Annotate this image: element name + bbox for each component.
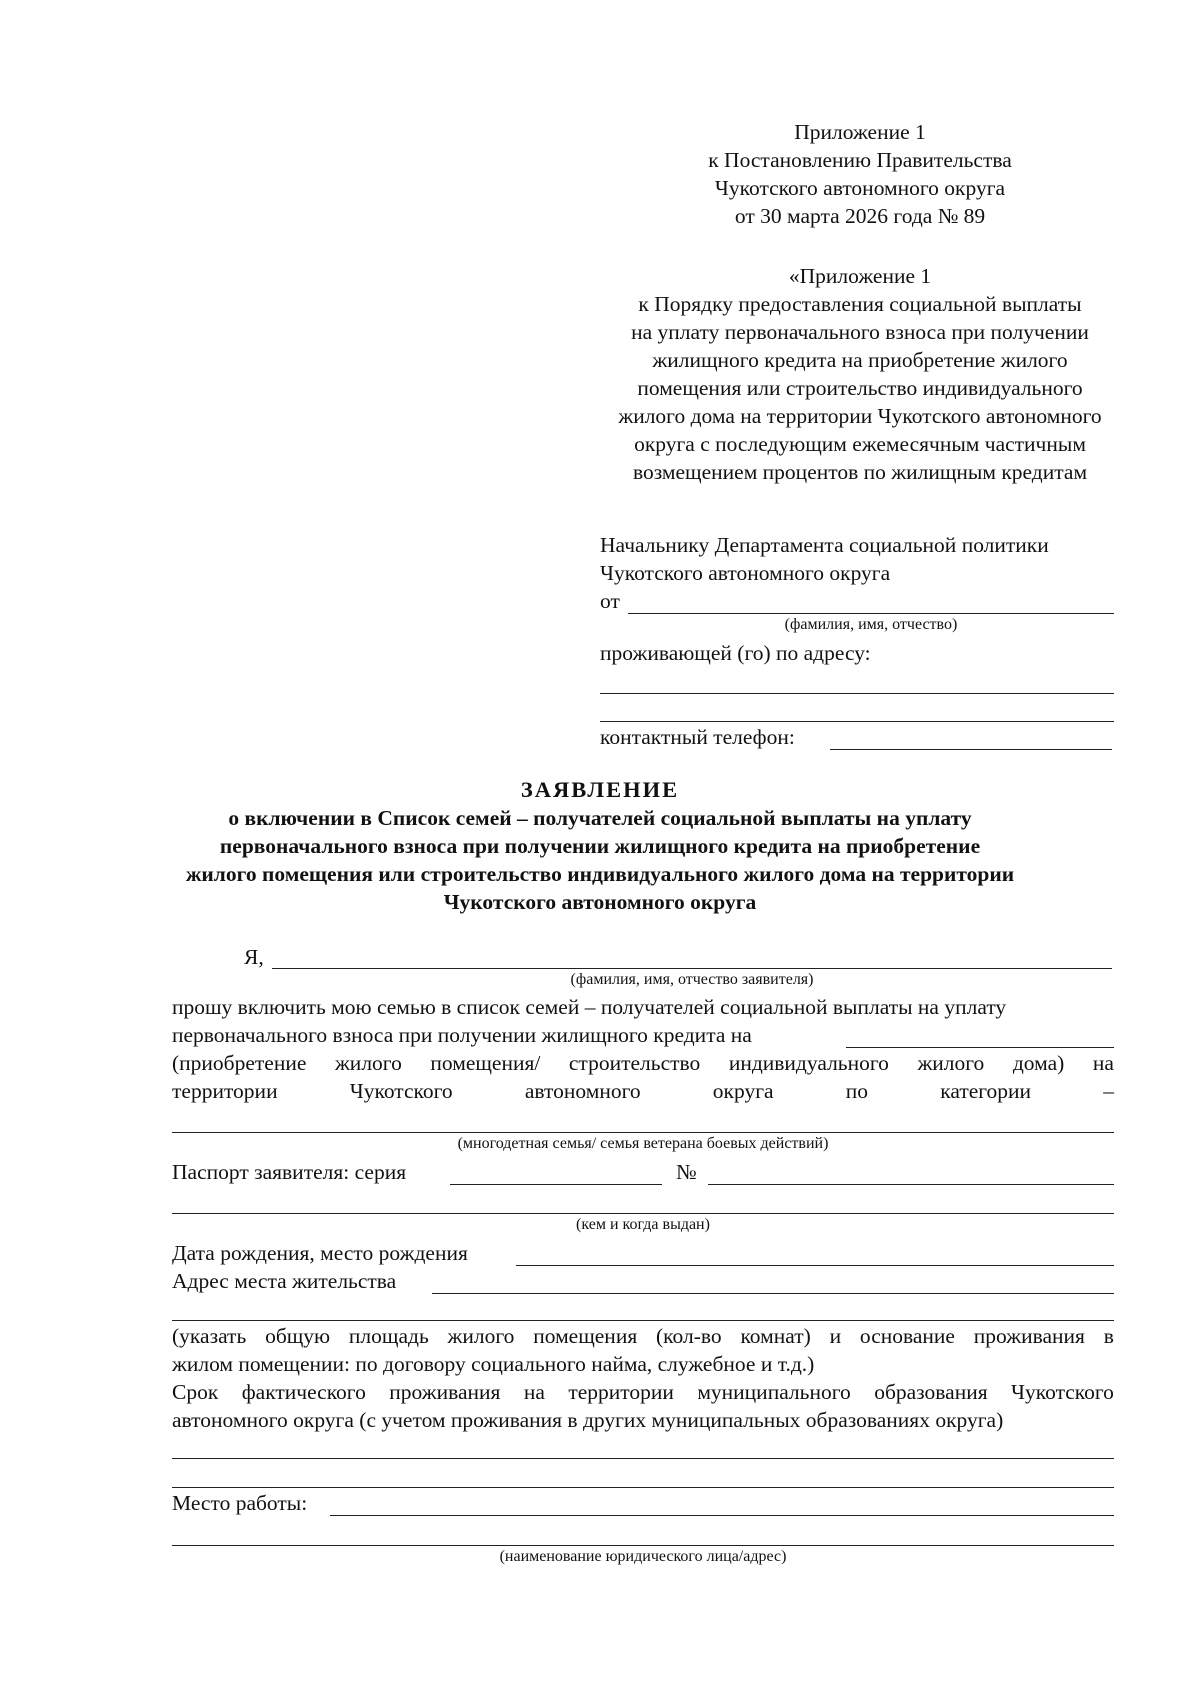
order-line: «Приложение 1 xyxy=(788,264,932,288)
term-line xyxy=(172,1378,1114,1406)
word: (указать xyxy=(172,1324,247,1348)
from-label: от xyxy=(600,589,620,613)
residence-address-field-2[interactable] xyxy=(600,721,1114,722)
word: категории xyxy=(940,1079,1032,1103)
subtitle-line: Чукотского автономного округа xyxy=(443,890,757,914)
word: муниципального xyxy=(697,1380,851,1404)
word: Чукотского xyxy=(349,1079,453,1103)
from-name-field[interactable] xyxy=(628,613,1114,614)
word: помещения xyxy=(533,1324,638,1348)
phone-label: контактный телефон: xyxy=(600,725,795,749)
word: помещения/ xyxy=(430,1051,541,1075)
passport-issued-field[interactable] xyxy=(172,1213,1114,1214)
order-line: помещения или строительство индивидуального xyxy=(637,376,1083,400)
work-hint: (наименование юридического лица/адрес) xyxy=(499,1548,787,1565)
term-field[interactable] xyxy=(172,1458,1114,1459)
subtitle-line: о включении в Список семей – получателей социальной выплаты на уплату xyxy=(228,806,972,830)
order-line: жилищного кредита на приобретение жилого xyxy=(652,348,1068,372)
residence-address-field[interactable] xyxy=(600,693,1114,694)
addressee-line: Начальнику Департамента социальной политики xyxy=(600,533,1049,557)
address-label: Адрес места жительства xyxy=(172,1269,397,1293)
passport-series-field[interactable] xyxy=(450,1184,662,1185)
appendix-line: Приложение 1 xyxy=(794,120,926,144)
term-field-2[interactable] xyxy=(172,1487,1114,1488)
word: и xyxy=(829,1324,842,1348)
word: Срок xyxy=(172,1380,219,1404)
word: на xyxy=(1092,1051,1114,1075)
word: дома) xyxy=(1012,1051,1065,1075)
word: территории xyxy=(568,1380,674,1404)
order-line: возмещением процентов по жилищным кредитам xyxy=(632,460,1088,484)
word: жилого xyxy=(917,1051,985,1075)
term-line-2: автономного округа (с учетом проживания в других муниципальных образованиях округа) xyxy=(172,1408,1004,1432)
birth-label: Дата рождения, место рождения xyxy=(172,1241,468,1265)
word: жилого xyxy=(334,1051,402,1075)
word: на xyxy=(523,1380,545,1404)
word: Чукотского xyxy=(1011,1380,1114,1404)
order-line: к Порядку предоставления социальной выплаты xyxy=(638,292,1082,316)
word: (приобретение xyxy=(172,1051,307,1075)
work-field-2[interactable] xyxy=(172,1545,1114,1546)
word: округа xyxy=(712,1079,774,1103)
word: в xyxy=(1103,1324,1114,1348)
appendix-line: Чукотского автономного округа xyxy=(714,176,1006,200)
territory-category-line xyxy=(172,1077,1114,1105)
work-field[interactable] xyxy=(330,1515,1114,1516)
residence-label: проживающей (го) по адресу: xyxy=(600,641,871,665)
address-field-2[interactable] xyxy=(172,1320,1114,1321)
word: основание xyxy=(859,1324,955,1348)
area-note-line-2: жилом помещении: по договору социального найма, служебное и т.д.) xyxy=(172,1352,815,1376)
from-name-hint: (фамилия, имя, отчество) xyxy=(784,616,958,633)
address-field[interactable] xyxy=(432,1293,1114,1294)
word: (кол-во xyxy=(656,1324,722,1348)
work-label: Место работы: xyxy=(172,1491,308,1515)
purpose-options-line xyxy=(172,1049,1114,1077)
area-note-line xyxy=(172,1322,1114,1350)
document-title: ЗАЯВЛЕНИЕ xyxy=(520,777,680,802)
passport-number-field[interactable] xyxy=(708,1184,1114,1185)
birth-field[interactable] xyxy=(516,1265,1114,1266)
word: фактического xyxy=(241,1380,366,1404)
word: образования xyxy=(874,1380,988,1404)
request-line: прошу включить мою семью в список семей – получателей социальной выплаты на уплату xyxy=(172,995,1007,1019)
order-line: на уплату первоначального взноса при получении xyxy=(631,320,1089,344)
word: проживания xyxy=(973,1324,1085,1348)
appendix-line: к Постановлению Правительства xyxy=(708,148,1012,172)
word: автономного xyxy=(524,1079,641,1103)
applicant-name-field[interactable] xyxy=(272,968,1112,969)
request-line: первоначального взноса при получении жилищного кредита на xyxy=(172,1023,752,1047)
passport-issued-hint: (кем и когда выдан) xyxy=(576,1216,710,1233)
subtitle-line: жилого помещения или строительство индивидуального жилого дома на территории xyxy=(185,862,1015,886)
credit-purpose-field[interactable] xyxy=(846,1047,1114,1048)
word: комнат) xyxy=(740,1324,811,1348)
appendix-line: от 30 марта 2026 года № 89 xyxy=(734,204,986,228)
subtitle-line: первоначального взноса при получении жилищного кредита на приобретение xyxy=(219,834,981,858)
word: индивидуального xyxy=(728,1051,889,1075)
applicant-name-hint: (фамилия, имя, отчество заявителя) xyxy=(570,971,814,988)
order-line: округа с последующим ежемесячным частичным xyxy=(634,432,1086,456)
word: общую xyxy=(265,1324,331,1348)
order-line: жилого дома на территории Чукотского автономного xyxy=(618,404,1102,428)
word: территории xyxy=(172,1079,278,1103)
word: – xyxy=(1103,1079,1114,1103)
passport-label: Паспорт заявителя: серия xyxy=(172,1160,407,1184)
word: проживания xyxy=(389,1380,501,1404)
category-field[interactable] xyxy=(172,1132,1114,1133)
phone-field[interactable] xyxy=(830,749,1112,750)
word: по xyxy=(845,1079,869,1103)
i-label: Я, xyxy=(244,945,264,969)
passport-number-sign: № xyxy=(676,1160,697,1184)
word: строительство xyxy=(568,1051,701,1075)
word: жилого xyxy=(447,1324,515,1348)
category-hint: (многодетная семья/ семья ветерана боевых действий) xyxy=(457,1135,829,1152)
word: площадь xyxy=(348,1324,429,1348)
addressee-line: Чукотского автономного округа xyxy=(600,561,891,585)
